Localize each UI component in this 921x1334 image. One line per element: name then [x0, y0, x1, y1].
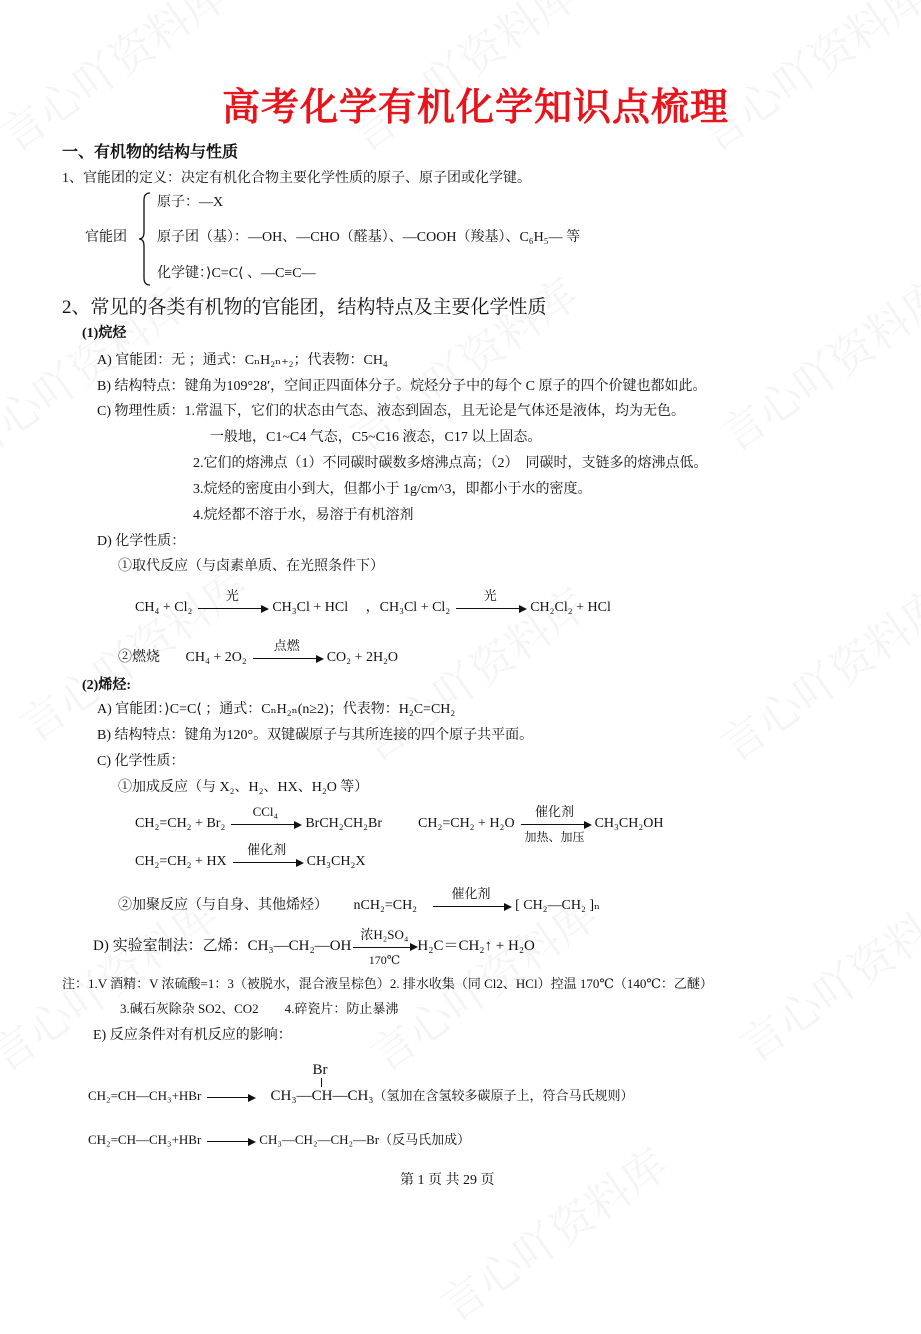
alkene-A: A) 官能团：⟩C=C⟨ ；通式：CₙH₂ₙ(n≥2)；代表物：H₂C=CH₂: [97, 702, 456, 717]
arrow-condition: 浓H₂SO₄: [360, 926, 409, 942]
alkene-E: E) 反应条件对有机反应的影响：: [93, 1028, 292, 1043]
reaction-arrow: [454, 588, 526, 618]
arrow-condition: 催化剂: [451, 886, 491, 901]
addition-equation-br2: [135, 804, 383, 834]
polymerization-equation: [118, 886, 601, 916]
subsection-alkane: (1)烷烃: [82, 326, 127, 341]
arrow-condition-below: 加热、加压: [524, 830, 585, 844]
alkane-C1: C) 物理性质：1.常温下，它们的状态由气态、液态到固态，且无论是气体还是液体，均为无色。: [97, 404, 685, 419]
eq-left: CH₄ + 2O₂: [185, 650, 247, 666]
alkane-A: A) 官能团：无 ；通式：CₙH₂ₙ₊₂；代表物：CH₄: [97, 353, 388, 368]
combustion-equation: [118, 638, 399, 668]
alkane-B: B) 结构特点：键角为109°28′，空间正四面体分子。烷烃分子中的每个 C 原子的四个价键也都如此。: [97, 379, 707, 394]
eq-left: CH₃—CH₂—OH: [247, 938, 352, 954]
eq-right: BrCH₂CH₂Br: [305, 816, 383, 832]
section-heading-2: 2、常见的各类有机物的官能团，结构特点及主要化学性质: [62, 297, 547, 318]
combustion-label: ②燃烧: [118, 650, 160, 666]
arrow-condition: CCl₄: [252, 804, 279, 819]
markovnikov-equation: [88, 1062, 634, 1107]
reaction-arrow: [351, 926, 417, 967]
reaction-arrow: [229, 804, 301, 834]
reaction-arrow: [231, 842, 303, 872]
eq-left: CH₂=CH₂ + Br₂: [135, 816, 226, 832]
reaction-arrow: [196, 588, 268, 618]
arrow-condition: 催化剂: [247, 842, 287, 857]
arrow-condition-below: 170℃: [368, 952, 401, 967]
anti-markovnikov-equation: [88, 1130, 470, 1151]
watermark: [426, 1130, 679, 1334]
group-item: 原子团（基）：—OH、—CHO（醛基）、—COOH（羧基）、C₆H₅— 等: [157, 230, 581, 245]
eq-left: CH₂=CH₂ + HX: [135, 854, 227, 870]
watermark: [706, 260, 921, 464]
eq-right: CH₃Cl + HCl: [272, 600, 349, 616]
addition-label: ①加成反应（与 X₂、H₂、HX、H₂O 等）: [118, 780, 369, 795]
atom-item: 原子：—X: [157, 195, 224, 210]
page-footer: 第 1 页 共 29 页: [400, 1173, 495, 1188]
eq-right: CH₂Cl₂ + HCl: [530, 600, 611, 616]
eq-left: CH₂=CH—CH₃+HBr: [88, 1088, 202, 1103]
page-title: 高考化学有机化学知识点梳理: [222, 85, 730, 129]
addition-equation-hx: [135, 842, 366, 872]
polymerization-label: ②加聚反应（与自身、其他烯烃）: [118, 898, 328, 914]
watermark: [706, 570, 921, 774]
eq-right: H₂C＝CH₂↑ + H₂O: [417, 938, 535, 954]
substitution-equations: [135, 588, 611, 618]
reaction-arrow: [205, 1131, 255, 1151]
reaction-arrow: [251, 638, 323, 668]
alkane-C2: 2.它们的熔沸点（1）不同碳时碳数多熔沸点高；（2） 同碳时，支链多的熔沸点低。: [193, 456, 708, 471]
alkene-B: B) 结构特点：键角为120°。双键碳原子与其所连接的四个原子共平面。: [97, 728, 534, 743]
brace-label: 官能团: [85, 230, 127, 245]
definition: 1、官能团的定义：决定有机化合物主要化学性质的原子、原子团或化学键。: [62, 171, 531, 186]
arrow-condition: 光: [483, 588, 497, 603]
lab-prep-label: D) 实验室制法：乙烯：: [93, 938, 248, 954]
eq-left: CH₃Cl + Cl₂: [379, 600, 451, 616]
alkane-D: D) 化学性质：: [97, 534, 186, 549]
eq-left: CH₂=CH₂ + H₂O: [418, 816, 515, 832]
watermark: [726, 870, 921, 1074]
product-structure: [270, 1062, 374, 1106]
eq-right: CH₃CH₂OH: [594, 816, 664, 832]
alkane-C1b: 一般地，C1~C4 气态，C5~C16 液态，C17 以上固态。: [210, 430, 542, 445]
arrow-condition: 催化剂: [535, 804, 575, 819]
eq-left: nCH₂=CH₂: [353, 898, 418, 914]
lab-preparation: [93, 926, 535, 967]
subsection-alkene: (2)烯烃:: [82, 678, 131, 693]
reaction-arrow: [519, 804, 591, 844]
bromine-substituent: Br: [312, 1062, 328, 1078]
reaction-arrow: [431, 886, 511, 916]
eq-right: CO₂ + 2H₂O: [326, 650, 399, 666]
eq-left: CH₂=CH—CH₃+HBr: [88, 1132, 202, 1147]
addition-equation-h2o: [418, 804, 664, 844]
brace-icon: [138, 192, 152, 286]
eq-right: CH₃CH₂X: [306, 854, 366, 870]
watermark: [0, 0, 238, 164]
reaction-arrow: [205, 1087, 255, 1107]
bond-item: 化学键：⟩C=C⟨ 、—C≡C—: [157, 266, 316, 281]
eq-left: CH₄ + Cl₂: [135, 600, 193, 616]
rule-note: （氢加在含氢较多碳原子上，符合马氏规则）: [373, 1088, 634, 1103]
alkane-C3: 3.烷烃的密度由小到大，但都小于 1g/cm^3，即都小于水的密度。: [193, 482, 592, 497]
note-2: 3.碱石灰除杂 SO2、CO2 4.碎瓷片：防止暴沸: [120, 1001, 399, 1016]
note-1: 注：1.V 酒精：V 浓硫酸=1：3（被脱水，混合液呈棕色）2. 排水收集（同 Cl2、HCl）控温 170℃（140℃：乙醚）: [62, 976, 713, 991]
eq-right: CH₃—CH₂—CH₂—Br（反马氏加成）: [259, 1132, 471, 1147]
eq-right: [ CH₂—CH₂ ]ₙ: [515, 898, 601, 914]
arrow-condition: 光: [225, 588, 239, 603]
section-heading: 一、有机物的结构与性质: [62, 142, 239, 161]
arrow-condition: 点燃: [273, 638, 300, 653]
alkane-C4: 4.烷烃都不溶于水，易溶于有机溶剂: [193, 508, 414, 523]
separator: ，: [365, 600, 380, 616]
eq-right: CH₃—CH—CH₃: [270, 1088, 374, 1104]
substitution-label: ①取代反应（与卤素单质、在光照条件下）: [118, 559, 384, 574]
bond-line: [321, 1078, 322, 1087]
alkene-C: C) 化学性质：: [97, 754, 185, 769]
